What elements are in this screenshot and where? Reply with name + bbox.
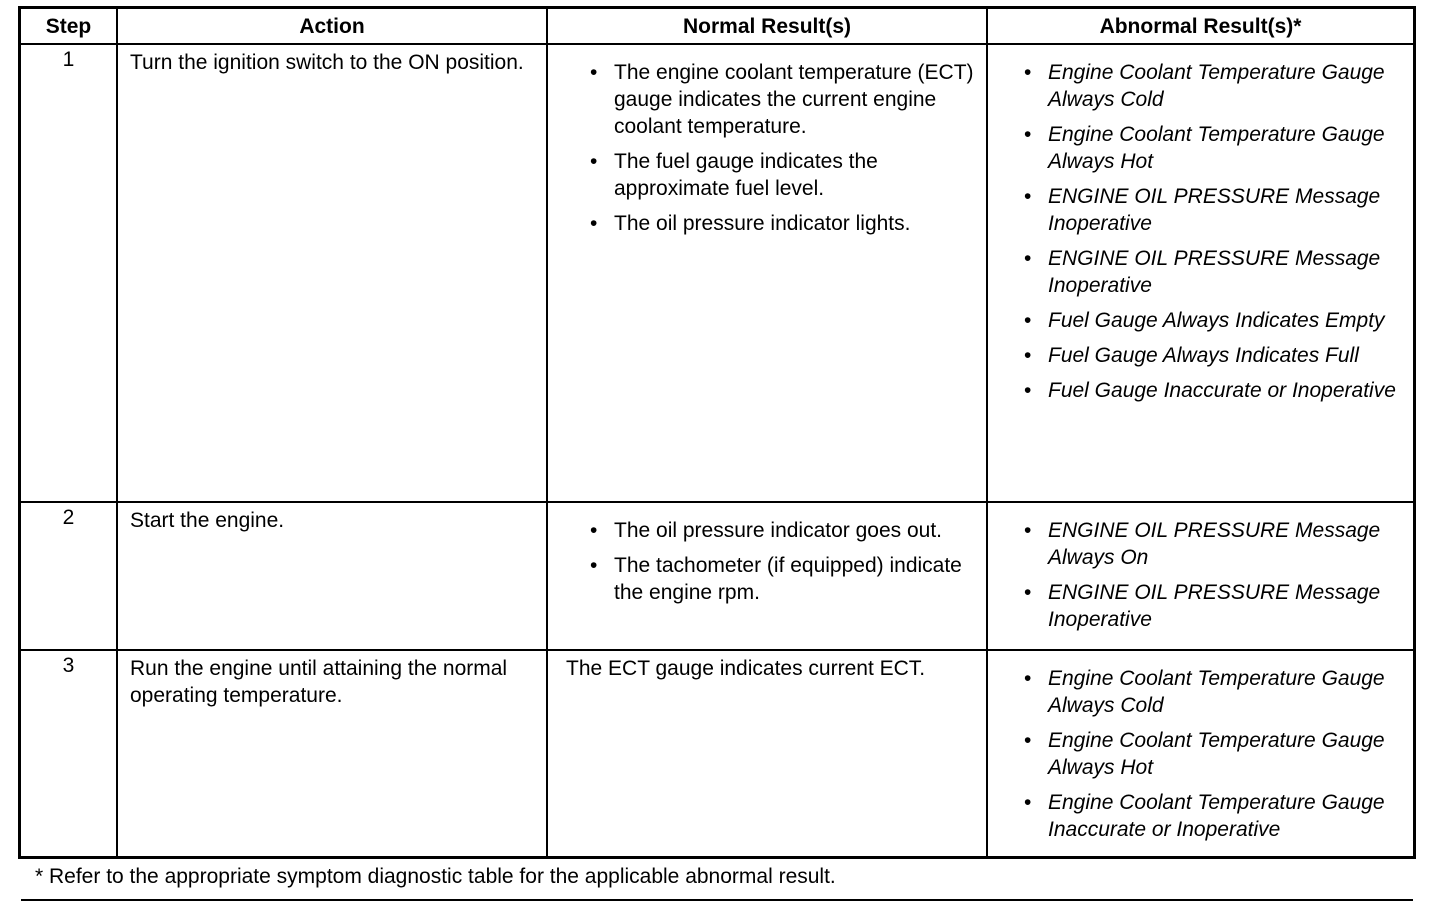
step-number: 1	[21, 44, 117, 502]
list-item: • Engine Coolant Temperature Gauge Always Hot	[1022, 121, 1409, 175]
action-text: Turn the ignition switch to the ON position.	[117, 44, 547, 502]
step-number: 3	[21, 650, 117, 858]
action-text: Run the engine until attaining the normal operating temperature.	[117, 650, 547, 858]
action-text: Start the engine.	[117, 502, 547, 650]
normal-results: The ECT gauge indicates current ECT.	[547, 650, 987, 858]
header-step: Step	[21, 9, 117, 44]
diagnostic-table-frame	[18, 6, 1416, 888]
normal-results	[547, 502, 987, 650]
footnote: * Refer to the appropriate symptom diagnostic table for the applicable abnormal result.	[21, 858, 1413, 900]
table-row	[21, 502, 1413, 650]
list-item: • ENGINE OIL PRESSURE Message Inoperative	[1022, 245, 1409, 299]
list-item: • Fuel Gauge Always Indicates Full	[1022, 342, 1409, 369]
list-item: • Fuel Gauge Always Indicates Empty	[1022, 307, 1409, 334]
list-item: • Engine Coolant Temperature Gauge Always Cold	[1022, 665, 1409, 719]
list-item: • Engine Coolant Temperature Gauge Inaccurate or Inoperative	[1022, 789, 1409, 843]
list-item: • ENGINE OIL PRESSURE Message Inoperative	[1022, 183, 1409, 237]
list-item: • Fuel Gauge Inaccurate or Inoperative	[1022, 377, 1409, 404]
abnormal-results	[987, 650, 1413, 858]
step-number: 2	[21, 502, 117, 650]
table-row	[21, 44, 1413, 502]
list-item: • ENGINE OIL PRESSURE Message Always On	[1022, 517, 1409, 571]
header-abnormal-results: Abnormal Result(s)*	[987, 9, 1413, 44]
footnote-row	[21, 858, 1413, 900]
table-row	[21, 650, 1413, 858]
header-normal-results: Normal Result(s)	[547, 9, 987, 44]
header-row	[21, 9, 1413, 44]
list-item: • The fuel gauge indicates the approximate fuel level.	[588, 148, 976, 202]
abnormal-results	[987, 44, 1413, 502]
abnormal-results	[987, 502, 1413, 650]
list-item: • The oil pressure indicator goes out.	[588, 517, 976, 544]
list-item: • The tachometer (if equipped) indicate the engine rpm.	[588, 552, 976, 606]
header-action: Action	[117, 9, 547, 44]
list-item: • The oil pressure indicator lights.	[588, 210, 976, 237]
diagnostic-table	[21, 9, 1413, 901]
list-item: • Engine Coolant Temperature Gauge Always Cold	[1022, 59, 1409, 113]
normal-results	[547, 44, 987, 502]
list-item: • Engine Coolant Temperature Gauge Always Hot	[1022, 727, 1409, 781]
list-item: • ENGINE OIL PRESSURE Message Inoperative	[1022, 579, 1409, 633]
list-item: • The engine coolant temperature (ECT) gauge indicates the current engine coolant temperature.	[588, 59, 976, 140]
